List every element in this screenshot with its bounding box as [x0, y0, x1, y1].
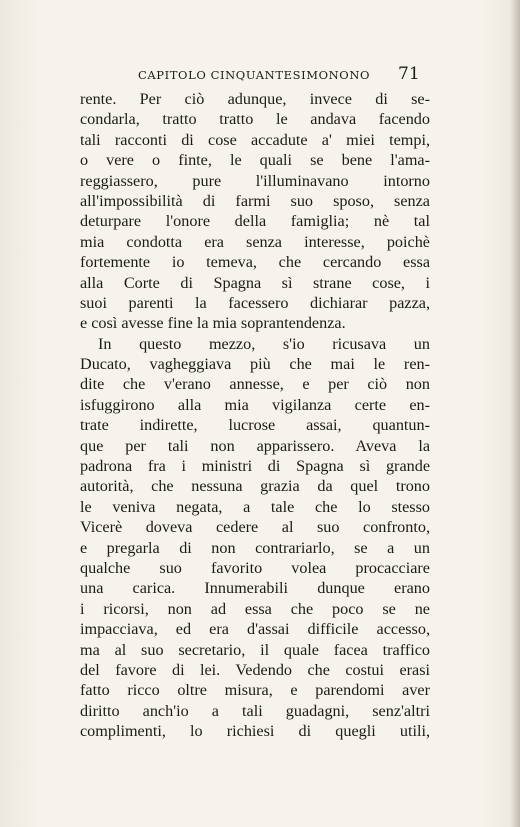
text-line: reggiassero, pure l'illuminavano intorno: [80, 171, 430, 190]
text-line: ma al suo secretario, il quale facea traffico: [80, 640, 430, 659]
text-line: all'impossibilità di farmi suo sposo, senza: [80, 191, 430, 210]
body-text: [80, 89, 430, 742]
running-head: CAPITOLO CINQUANTESIMONONO: [138, 68, 371, 82]
text-line: o vere o finte, le quali se bene l'ama-: [80, 151, 430, 170]
text-line: trate indirette, lucrose assai, quantun-: [80, 416, 430, 435]
page-number: 71: [398, 64, 420, 84]
text-line: tali racconti di cose accadute a' miei tempi,: [80, 130, 430, 149]
text-line: i ricorsi, non ad essa che poco se ne: [80, 599, 430, 618]
text-line: Vicerè doveva cedere al suo confronto,: [80, 518, 430, 537]
text-line: impacciava, ed era d'assai difficile accesso,: [80, 620, 430, 639]
text-line: isfuggirono alla mia vigilanza certe en-: [80, 395, 430, 414]
text-line: fatto ricco oltre misura, e parendomi aver: [80, 681, 430, 700]
text-line: qualche suo favorito volea procacciare: [80, 558, 430, 577]
text-line: una carica. Innumerabili dunque erano: [80, 579, 430, 598]
paragraph-start-line: In questo mezzo, s'io ricusava un: [98, 334, 430, 353]
text-line: autorità, che nessuna grazia da quel trono: [80, 477, 430, 496]
text-line: Ducato, vagheggiava più che mai le ren-: [80, 355, 430, 374]
text-line: condarla, tratto tratto le andava facendo: [80, 110, 430, 129]
text-line: diritto anch'io a tali guadagni, senz'altri: [80, 701, 430, 720]
text-line: complimenti, lo richiesi di quegli utili,: [80, 722, 430, 741]
text-line: e pregarla di non contrariarlo, se a un: [80, 538, 430, 557]
text-line: fortemente io temeva, che cercando essa: [80, 253, 430, 272]
text-line: alla Corte di Spagna sì strane cose, i: [80, 273, 430, 292]
text-line: rente. Per ciò adunque, invece di se-: [80, 90, 430, 108]
text-line: del favore di lei. Vedendo che costui erasi: [80, 660, 430, 679]
page-shadow-edge: [510, 0, 520, 827]
paragraph-end-line: e così avesse fine la mia soprantendenza.: [80, 314, 346, 333]
text-line: deturpare l'onore della famiglia; nè tal: [80, 212, 430, 231]
text-line: le veniva negata, a tale che lo stesso: [80, 497, 430, 516]
text-line: suoi parenti la facessero dichiarar pazza,: [80, 293, 430, 312]
text-line: dite che v'erano annesse, e per ciò non: [80, 375, 430, 394]
text-line: padrona fra i ministri di Spagna sì grande: [80, 457, 430, 476]
text-line: que per tali non apparissero. Aveva la: [80, 436, 430, 455]
text-line: mia condotta era senza interesse, poichè: [80, 232, 430, 251]
